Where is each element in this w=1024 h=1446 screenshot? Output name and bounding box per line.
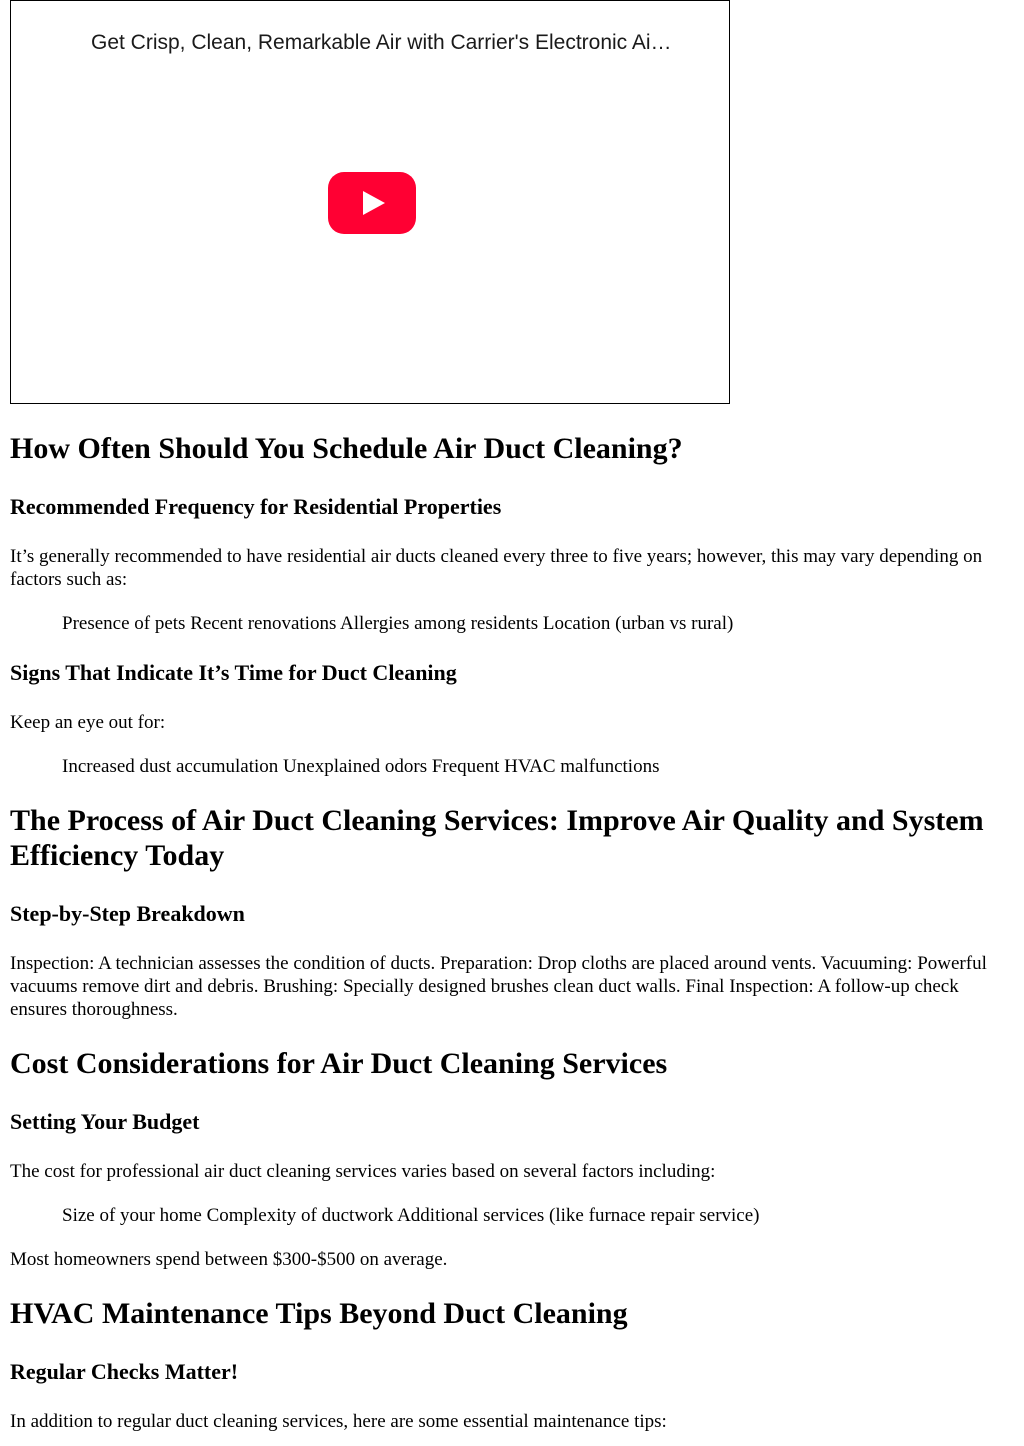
paragraph: Most homeowners spend between $300-$500 on average. [10, 1249, 448, 1270]
inline-list: Increased dust accumulation Unexplained odors Frequent HVAC malfunctions [62, 756, 660, 777]
play-icon[interactable] [328, 172, 416, 234]
subsection-heading: Step-by-Step Breakdown [10, 901, 245, 926]
paragraph: Keep an eye out for: [10, 712, 166, 733]
section-heading: The Process of Air Duct Cleaning Services: Improve Air Quality and System Efficiency Today [10, 804, 984, 872]
section-heading: Cost Considerations for Air Duct Cleaning Services [10, 1047, 668, 1080]
subsection-heading: Regular Checks Matter! [10, 1359, 239, 1384]
section-heading: How Often Should You Schedule Air Duct Cleaning? [10, 432, 683, 465]
video-title[interactable]: Get Crisp, Clean, Remarkable Air with Carrier's Electronic Ai… [91, 31, 672, 54]
paragraph: It’s generally recommended to have residential air ducts cleaned every three to five years; however, this may vary depending on factors such as: [10, 546, 983, 590]
inline-list: Presence of pets Recent renovations Allergies among residents Location (urban vs rural) [62, 613, 734, 634]
paragraph: The cost for professional air duct cleaning services varies based on several factors including: [10, 1161, 716, 1182]
paragraph: Inspection: A technician assesses the condition of ducts. Preparation: Drop cloths are placed around vents. Vacuuming: Powerful vacuums remove dirt and debris. Brushing: Specially designed brushes clean duct walls. Final Inspection: A follow-up check ensures thoroughness. [10, 953, 987, 1020]
video-embed[interactable] [10, 0, 730, 404]
subsection-heading: Recommended Frequency for Residential Properties [10, 494, 502, 519]
subsection-heading: Setting Your Budget [10, 1109, 200, 1134]
play-button[interactable] [328, 172, 416, 234]
section-heading: HVAC Maintenance Tips Beyond Duct Cleaning [10, 1297, 628, 1330]
subsection-heading: Signs That Indicate It’s Time for Duct Cleaning [10, 660, 457, 685]
inline-list: Size of your home Complexity of ductwork Additional services (like furnace repair service) [62, 1205, 760, 1226]
paragraph: In addition to regular duct cleaning services, here are some essential maintenance tips: [10, 1411, 667, 1432]
